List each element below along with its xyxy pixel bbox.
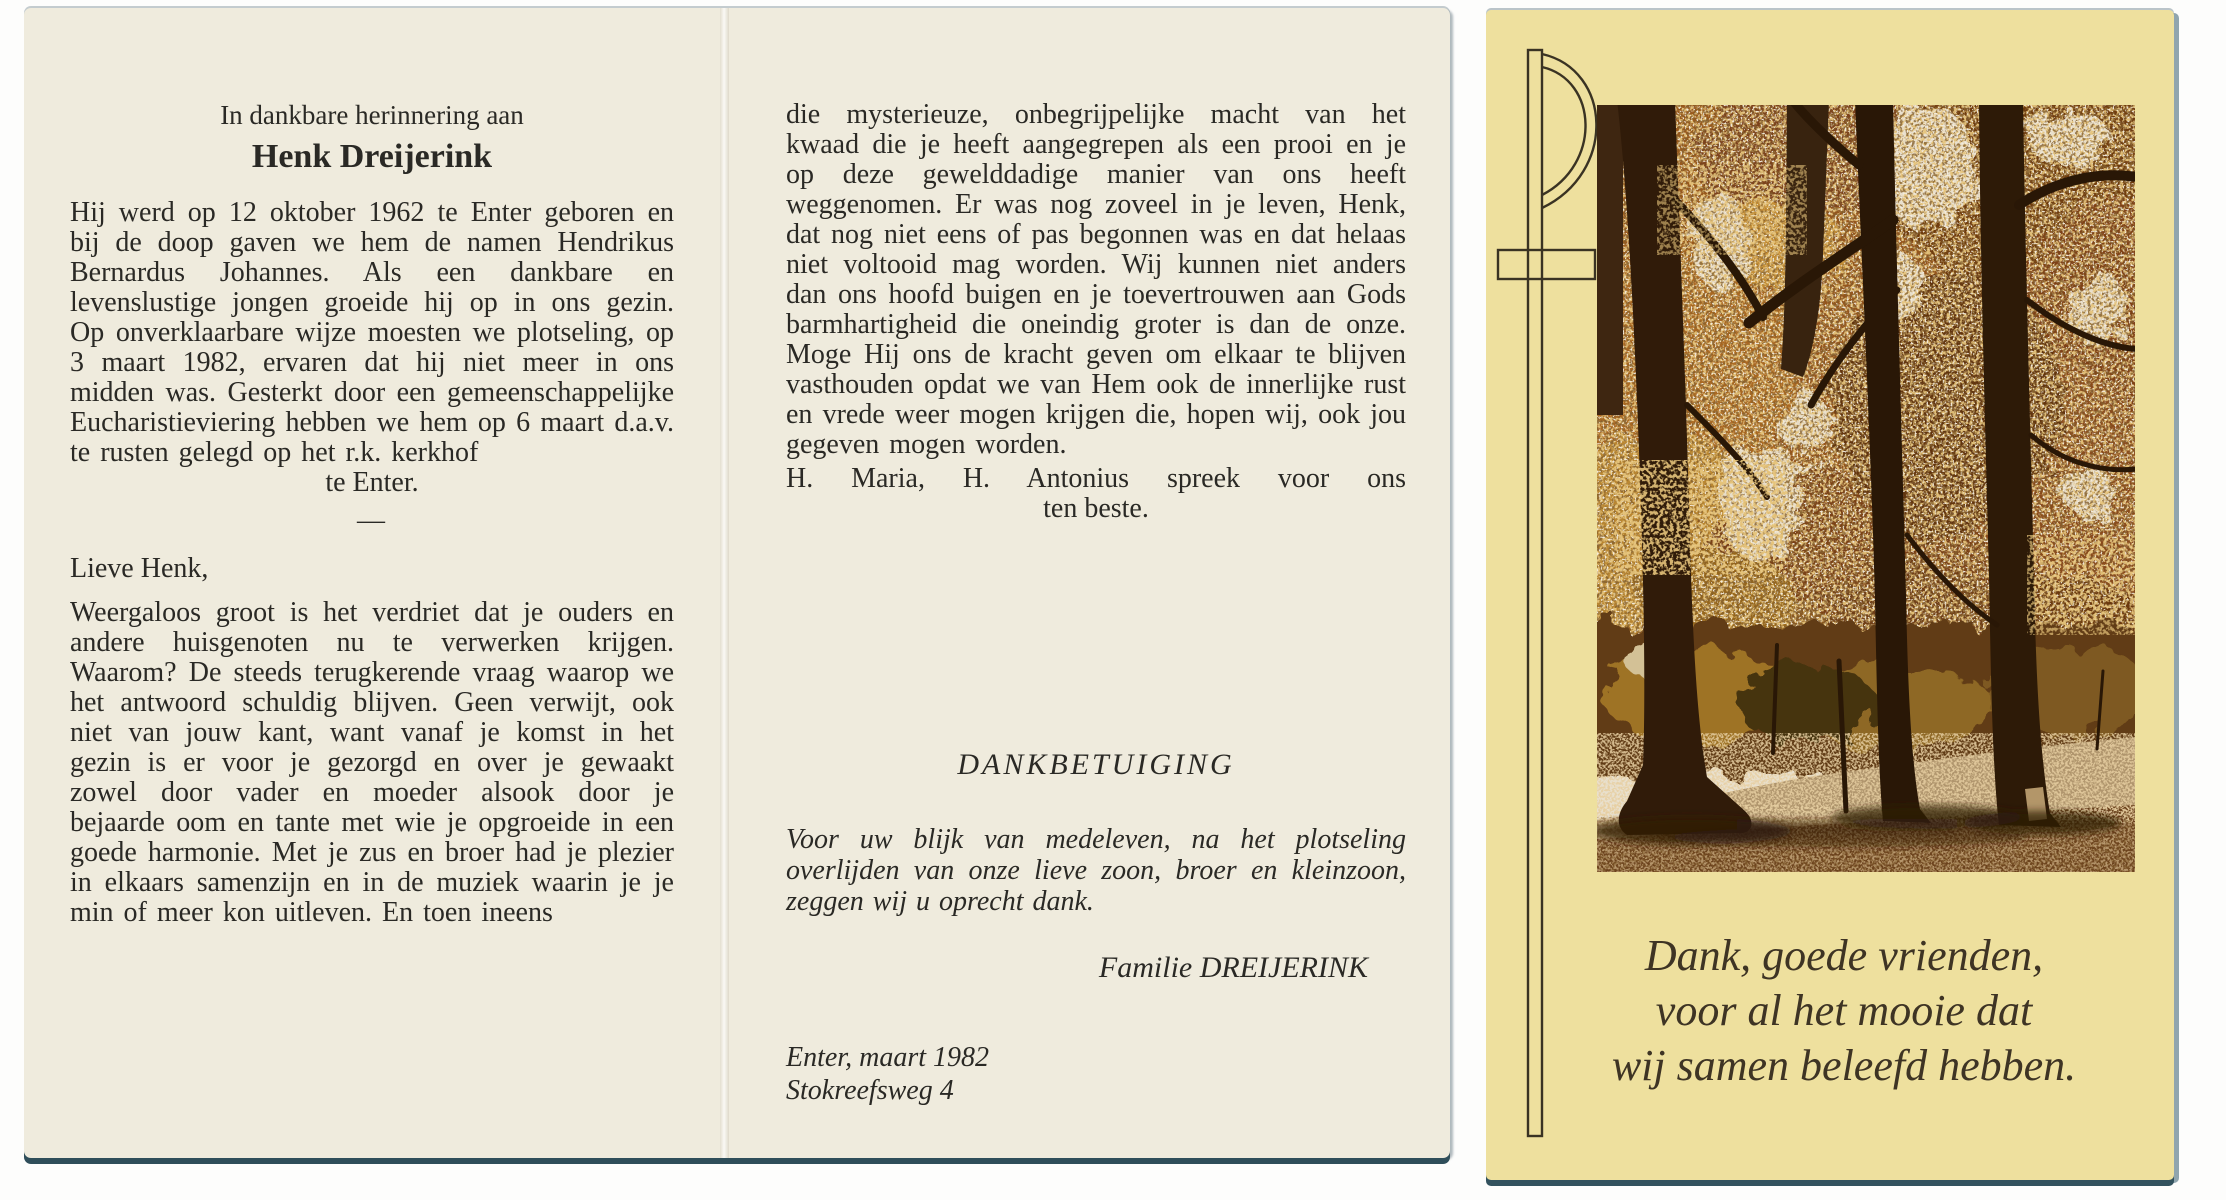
fold-crease [720, 8, 729, 1158]
deceased-name: Henk Dreijerink [251, 138, 493, 175]
verse-line-3: wij samen beleefd hebben. [1611, 1041, 2077, 1090]
verse-line-1: Dank, goede vrienden, [1644, 931, 2044, 980]
address-line: Stokreefsweg 4 [786, 1075, 954, 1106]
chi-rho-bowl-outer [1542, 54, 1596, 208]
memorial-card-front [1486, 10, 2174, 1180]
intercession-line-1: H. Maria, H. Antonius spreek voor ons [786, 463, 1406, 494]
right-page-column [786, 99, 1406, 1106]
biography-closing: te Enter. [325, 467, 419, 498]
intro-line: In dankbare herinnering aan [220, 100, 524, 130]
acknowledgement-section [786, 750, 1406, 1107]
intercession-line-2: ten beste. [1043, 493, 1149, 524]
family-signature: Familie DREIJERINK [1098, 951, 1368, 984]
acknowledgement-heading: DANKBETUIGING [957, 748, 1235, 781]
acknowledgement-body: Voor uw blijk van medeleven, na het plotseling overlijden van onze lieve zoon, broer en kleinzoon, zeggen wij u oprecht dank. [786, 824, 1406, 917]
thank-you-verse [1550, 928, 2138, 1093]
left-page-column [70, 100, 674, 928]
section-divider: — [357, 505, 387, 536]
verse-line-2: voor al het mooie dat [1655, 986, 2033, 1035]
memorial-card-inside [24, 8, 1450, 1158]
place-date-line: Enter, maart 1982 [786, 1042, 989, 1073]
biography-paragraph: Hij werd op 12 oktober 1962 te Enter geboren en bij de doop gaven we hem de namen Hendrikus Bernardus Johannes. Als een dankbare en levenslustige jongen groeide hij op in ons gezin. Op onverklaarbare wijze moesten we plotseling, op 3 maart 1982, ervaren dat hij niet meer in ons midden was. Gesterkt door een gemeenschappelijke Eucharistieviering hebben we hem op 6 maart d.a.v. te rusten gelegd op het r.k. kerkhof [70, 197, 674, 468]
salutation-line: Lieve Henk, [70, 553, 209, 584]
chi-rho-crossbar [1498, 250, 1595, 279]
autumn-forest-photo [1597, 105, 2135, 872]
forest-scene [1597, 105, 2135, 872]
chi-rho-staff [1528, 50, 1542, 1136]
consolation-paragraph: die mysterieuze, onbegrijpelijke macht van het kwaad die je heeft aangegrepen als een prooi en je op deze gewelddadige manier van ons heeft weggenomen. Er was nog zoveel in je leven, Henk, dat nog niet eens of pas begonnen was en dat helaas niet voltooid mag worden. Wij kunnen niet anders dan ons hoofd buigen en je toevertrouwen aan Gods barmhartigheid die oneindig groter is dan de onze. Moge Hij ons de kracht geven om elkaar te blijven vasthouden opdat we van Hem ook de innerlijke rust en vrede weer mogen krijgen die, hopen wij, ook jou gegeven mogen worden. [786, 99, 1406, 460]
grief-paragraph: Weergaloos groot is het verdriet dat je ouders en andere huisgenoten nu te verwerken krijgen. Waarom? De steeds terugkerende vraag waarop we het antwoord schuldig blijven. Geen verwijt, ook niet van jouw kant, want vanaf je komst in het gezin is er voor je gezorgd en over je gewaakt zowel door vader en moeder alsook door je bejaarde oom en tante met wie je opgroeide in een goede harmonie. Met je zus en broer had je plezier in elkaars samenzijn en in de muziek waarin je je min of meer kon uitleven. En toen ineens [70, 597, 674, 928]
